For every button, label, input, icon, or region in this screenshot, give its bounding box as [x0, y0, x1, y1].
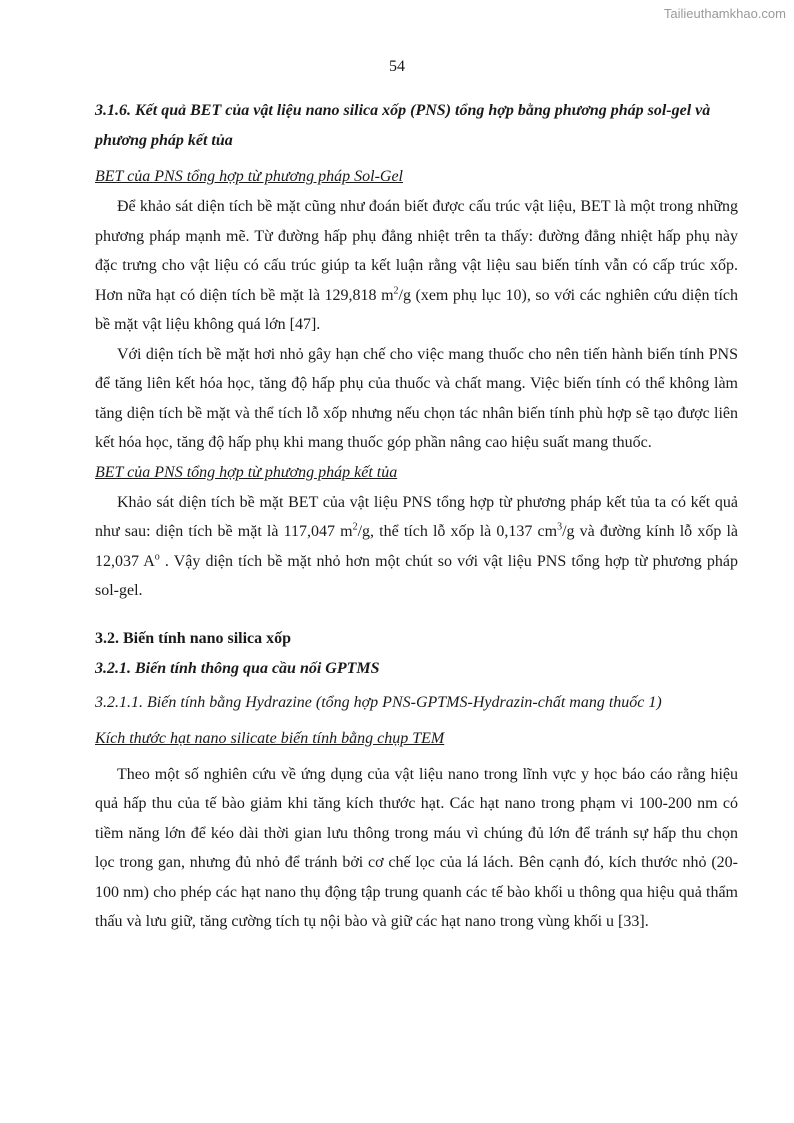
- document-body: [95, 96, 738, 937]
- section-heading-3-2: 3.2. Biến tính nano silica xốp: [95, 629, 292, 647]
- paragraph-bet-precipitation: Khảo sát diện tích bề mặt BET của vật liệu PNS tổng hợp từ phương pháp kết tủa ta có kết quả như sau: diện tích bề mặt là 117,047 $m^2/g$, thể tích lỗ xốp là 0,137 $cm^3/g$ và đường kính lỗ xốp là 12,037 $A^o$ . Vậy diện tích bề mặt nhỏ hơn một chút so với vật liệu PNS tổng hợp từ phương pháp sol-gel.: [95, 493, 738, 599]
- paragraph-modification: Với diện tích bề mặt hơi nhỏ gây hạn chế cho việc mang thuốc cho nên tiến hành biến tính PNS để tăng liên kết hóa học, tăng độ hấp phụ của thuốc và chất mang. Việc biến tính có thể không làm tăng diện tích bề mặt và thể tích lỗ xốp nhưng nếu chọn tác nhân biến tính phù hợp sẽ tạo được liên kết hóa học, tăng độ hấp phụ khi mang thuốc góp phần nâng cao hiệu suất mang thuốc.: [95, 345, 738, 451]
- section-heading-3-1-6: 3.1.6. Kết quả BET của vật liệu nano silica xốp (PNS) tổng hợp bằng phương pháp sol-gel và phương pháp kết tủa: [95, 102, 711, 149]
- subheading-tem-size: Kích thước hạt nano silicate biến tính bằng chụp TEM: [95, 729, 445, 747]
- subheading-bet-precipitation: BET của PNS tổng hợp từ phương pháp kết tủa: [95, 463, 398, 481]
- page-number: 54: [389, 58, 405, 75]
- paragraph-nanoparticle-size: Theo một số nghiên cứu về ứng dụng của vật liệu nano trong lĩnh vực y học báo cáo rằng hiệu quả hấp thu của tế bào giảm khi tăng kích thước hạt. Các hạt nano trong phạm vi 100-200 nm có tiềm năng lớn để kéo dài thời gian lưu thông trong máu vì chúng đủ lớn để tránh sự hấp thu chọn lọc trong gan, nhưng đủ nhỏ để tránh bởi cơ chế lọc của lá lách. Bên cạnh đó, kích thước nhỏ (20-100 nm) cho phép các hạt nano thụ động tập trung quanh các tế bào khối u thông qua hiệu quả thẩm thấu và lưu giữ, tăng cường tích tụ nội bào và giữ các hạt nano trong vùng khối u [33].: [95, 765, 738, 930]
- paragraph-bet-sol-gel: Để khảo sát diện tích bề mặt cũng như đoán biết được cấu trúc vật liệu, BET là một trong những phương pháp mạnh mẽ. Từ đường hấp phụ đẳng nhiệt trên ta thấy: đường đẳng nhiệt hấp phụ này đặc trưng cho vật liệu có cấu trúc giúp ta kết luận rằng vật liệu sau biến tính vẫn có cấp trúc xốp. Hơn nữa hạt có diện tích bề mặt là 129,818 $m^2/g$ (xem phụ lục 10), so với các nghiên cứu diện tích bề mặt vật liệu không quá lớn [47].: [95, 198, 738, 333]
- section-heading-3-2-1-1: 3.2.1.1. Biến tính bằng Hydrazine (tổng hợp PNS-GPTMS-Hydrazin-chất mang thuốc 1): [95, 693, 662, 711]
- watermark: Tailieuthamkhao.com: [663, 6, 786, 21]
- section-heading-3-2-1: 3.2.1. Biến tính thông qua cầu nối GPTMS: [95, 659, 380, 677]
- subheading-bet-sol-gel: BET của PNS tổng hợp từ phương pháp Sol-Gel: [95, 168, 403, 185]
